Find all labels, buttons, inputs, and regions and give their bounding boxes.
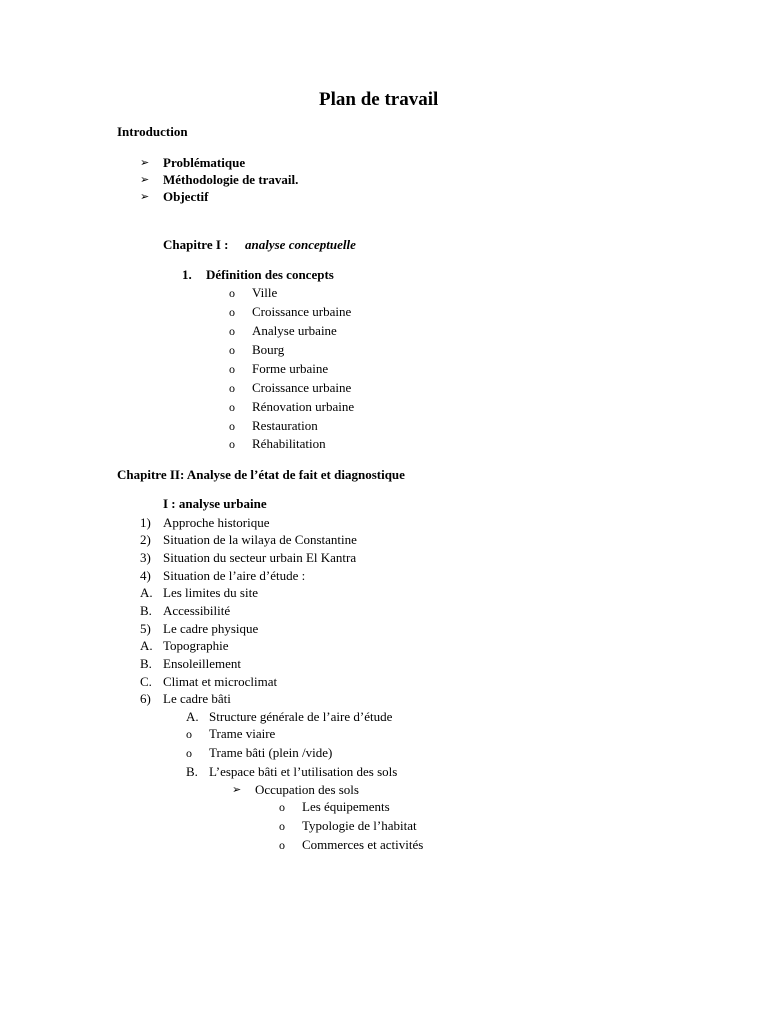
page-title: Plan de travail [319, 89, 439, 110]
circle-bullet-icon: o [279, 838, 285, 852]
outline-item: L’espace bâti et l’utilisation des sols [209, 764, 398, 779]
outline-item: Trame bâti (plein /vide) [209, 745, 333, 760]
arrow-bullet-icon: ➢ [140, 191, 150, 203]
concept-item: Forme urbaine [252, 361, 329, 376]
circle-bullet-icon: o [229, 343, 235, 357]
outline-item: Situation du secteur urbain El Kantra [163, 550, 357, 565]
circle-bullet-icon: o [229, 419, 235, 433]
arrow-bullet-icon: ➢ [232, 784, 242, 796]
outline-marker: 4) [140, 568, 151, 583]
outline-item: Situation de la wilaya de Constantine [163, 532, 357, 547]
concept-item: Bourg [252, 342, 285, 357]
intro-item: Objectif [163, 189, 209, 204]
outline-marker: 1) [140, 515, 151, 530]
circle-bullet-icon: o [229, 400, 235, 414]
concept-item: Croissance urbaine [252, 380, 352, 395]
part1-heading: I : analyse urbaine [163, 496, 267, 511]
outline-item: Ensoleillement [163, 656, 241, 671]
outline-item: Approche historique [163, 515, 270, 530]
intro-item: Méthodologie de travail. [163, 172, 299, 187]
outline-marker: A. [140, 638, 153, 653]
land-use-heading: Occupation des sols [255, 782, 359, 797]
concept-item: Restauration [252, 418, 318, 433]
concept-item: Réhabilitation [252, 436, 326, 451]
outline-item: Accessibilité [163, 603, 231, 618]
section1-number: 1. [182, 267, 192, 282]
concept-item: Ville [252, 285, 278, 300]
circle-bullet-icon: o [279, 800, 285, 814]
outline-item: Climat et microclimat [163, 674, 278, 689]
outline-item: Situation de l’aire d’étude : [163, 568, 306, 583]
outline-item: Les limites du site [163, 585, 258, 600]
outline-item: Le cadre bâti [163, 691, 231, 706]
outline-item: Structure générale de l’aire d’étude [209, 709, 393, 724]
concept-item: Rénovation urbaine [252, 399, 355, 414]
outline-item: Trame viaire [209, 726, 276, 741]
outline-marker: B. [140, 656, 152, 671]
introduction-heading: Introduction [117, 124, 188, 139]
land-use-item: Commerces et activités [302, 837, 424, 852]
circle-bullet-icon: o [229, 305, 235, 319]
outline-marker: B. [140, 603, 152, 618]
outline-item: Topographie [163, 638, 229, 653]
outline-marker: C. [140, 674, 152, 689]
outline-marker: A. [186, 709, 199, 724]
section1-heading: Définition des concepts [206, 267, 334, 282]
circle-bullet-icon: o [229, 286, 235, 300]
outline-marker: B. [186, 764, 198, 779]
circle-bullet-icon: o [186, 727, 192, 741]
outline-item: Le cadre physique [163, 621, 259, 636]
circle-bullet-icon: o [229, 381, 235, 395]
arrow-bullet-icon: ➢ [140, 157, 150, 169]
circle-bullet-icon: o [229, 437, 235, 451]
land-use-item: Typologie de l’habitat [302, 818, 417, 833]
chapter1-label: Chapitre I : [163, 237, 229, 252]
outline-marker: 5) [140, 621, 151, 636]
concept-item: Analyse urbaine [252, 323, 337, 338]
arrow-bullet-icon: ➢ [140, 174, 150, 186]
intro-item: Problématique [163, 155, 246, 170]
chapter2-heading: Chapitre II: Analyse de l’état de fait et diagnostique [117, 467, 405, 482]
circle-bullet-icon: o [229, 324, 235, 338]
outline-marker: 6) [140, 691, 151, 706]
land-use-item: Les équipements [302, 799, 390, 814]
circle-bullet-icon: o [229, 362, 235, 376]
circle-bullet-icon: o [186, 746, 192, 760]
outline-marker: 2) [140, 532, 151, 547]
concept-item: Croissance urbaine [252, 304, 352, 319]
outline-marker: 3) [140, 550, 151, 565]
outline-marker: A. [140, 585, 153, 600]
chapter1-subtitle: analyse conceptuelle [245, 237, 356, 252]
circle-bullet-icon: o [279, 819, 285, 833]
